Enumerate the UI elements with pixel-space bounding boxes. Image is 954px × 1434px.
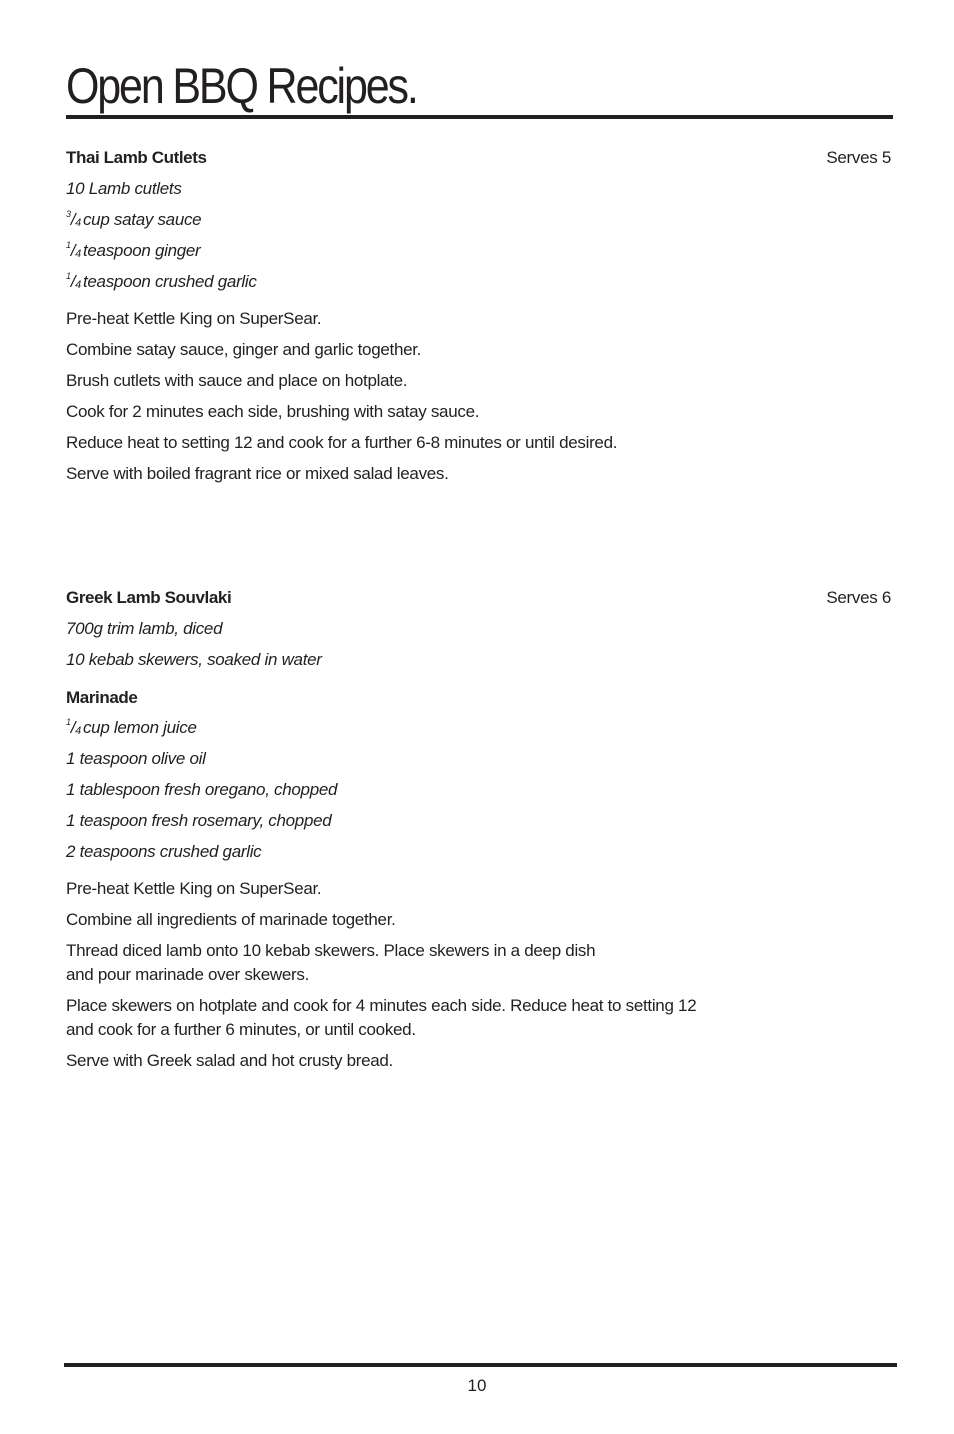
- ingredient-item: 1 tablespoon fresh oregano, chopped: [66, 780, 338, 799]
- ingredient-item: 10 kebab skewers, soaked in water: [66, 650, 322, 669]
- recipe-thai-lamb-cutlets: [66, 145, 893, 493]
- recipe-greek-lamb-souvlaki: [66, 585, 893, 1080]
- ingredient-item: 1 teaspoon olive oil: [66, 749, 206, 768]
- method-step: Reduce heat to setting 12 and cook for a further 6-8 minutes or until desired.: [66, 433, 618, 452]
- fraction-numerator: 1: [66, 271, 71, 281]
- fraction-denominator: 4: [75, 279, 81, 291]
- fraction-numerator: 1: [66, 717, 71, 727]
- serves-label: Serves 6: [826, 588, 891, 607]
- ingredient-item: [66, 207, 893, 238]
- fraction: $^3/_4$: [66, 209, 81, 229]
- method-steps: [66, 307, 893, 486]
- ingredient-text: cup lemon juice: [82, 718, 197, 737]
- recipe-title: Greek Lamb Souvlaki: [66, 588, 232, 607]
- serves-label: Serves 5: [826, 148, 891, 167]
- fraction: $^1/_4$: [66, 240, 81, 260]
- ingredient-item: 2 teaspoons crushed garlic: [66, 842, 262, 861]
- recipe-header: [66, 585, 893, 611]
- method-step: Pre-heat Kettle King on SuperSear.: [66, 309, 322, 328]
- method-step: Pre-heat Kettle King on SuperSear.: [66, 879, 322, 898]
- ingredient-item: [66, 715, 893, 746]
- page-number: 10: [467, 1376, 487, 1395]
- fraction-denominator: 4: [75, 248, 81, 260]
- ingredient-item: 1 teaspoon fresh rosemary, chopped: [66, 811, 332, 830]
- ingredient-list: [66, 616, 893, 678]
- fraction-denominator: 4: [75, 725, 81, 737]
- fraction-numerator: 3: [66, 209, 71, 219]
- method-step: Combine satay sauce, ginger and garlic together.: [66, 340, 422, 359]
- method-step: Place skewers on hotplate and cook for 4 minutes each side. Reduce heat to setting 12 and cook for a further 6 minutes, or until cooked.: [66, 996, 697, 1039]
- method-step: Serve with boiled fragrant rice or mixed salad leaves.: [66, 464, 449, 483]
- method-step: Cook for 2 minutes each side, brushing with satay sauce.: [66, 402, 480, 421]
- fraction-numerator: 1: [66, 240, 71, 250]
- ingredient-item: 10 Lamb cutlets: [66, 179, 182, 198]
- recipe-title: Thai Lamb Cutlets: [66, 148, 207, 167]
- footer-divider: [64, 1363, 897, 1367]
- page-title: Open BBQ Recipes.: [66, 58, 417, 114]
- fraction: $^1/_4$: [66, 717, 81, 737]
- method-step: Thread diced lamb onto 10 kebab skewers. Place skewers in a deep dish and pour marinade over skewers.: [66, 941, 596, 984]
- ingredient-item: [66, 238, 893, 269]
- fraction: $^1/_4$: [66, 271, 81, 291]
- method-step: Brush cutlets with sauce and place on hotplate.: [66, 371, 408, 390]
- method-step: Serve with Greek salad and hot crusty bread.: [66, 1051, 393, 1070]
- ingredient-item: [66, 269, 893, 300]
- ingredient-text: cup satay sauce: [82, 210, 202, 229]
- marinade-list: [66, 715, 893, 870]
- fraction-denominator: 4: [75, 217, 81, 229]
- method-step: Combine all ingredients of marinade together.: [66, 910, 396, 929]
- ingredient-text: teaspoon crushed garlic: [82, 272, 257, 291]
- marinade-heading: Marinade: [66, 688, 138, 707]
- ingredient-list: [66, 176, 893, 300]
- title-divider: [66, 115, 893, 119]
- method-steps: [66, 877, 893, 1073]
- ingredient-item: 700g trim lamb, diced: [66, 619, 223, 638]
- recipe-header: [66, 145, 893, 171]
- ingredient-text: teaspoon ginger: [82, 241, 201, 260]
